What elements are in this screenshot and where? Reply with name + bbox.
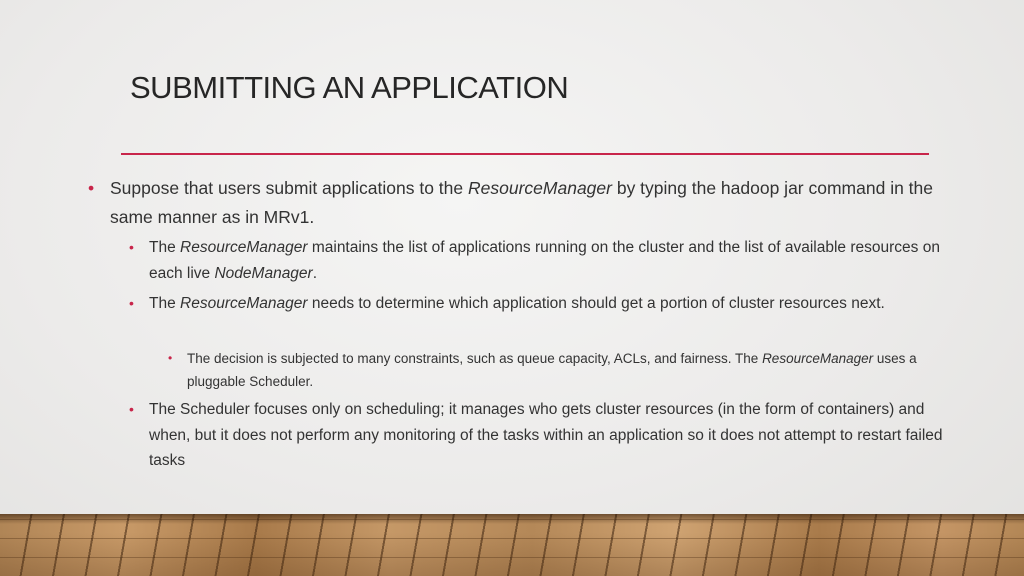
bullet-4-text-b: uses a pluggable Scheduler. [187,351,917,389]
bullet-3-rm: ResourceManager [180,295,308,312]
bullet-2-rm: ResourceManager [180,239,308,256]
bullet-5 [149,397,969,474]
bullet-4-rm: ResourceManager [762,351,874,366]
bullet-3 [149,291,969,317]
title-divider [121,153,929,155]
bullet-3-text-a: The [149,295,181,312]
bullet-2-text-b: maintains the list of applications running on the cluster and the list of available resources on each live [149,239,940,282]
bullet-2-nm: NodeManager [214,264,313,282]
bullet-2-text-a: The [149,239,181,256]
bullet-5-text: The Scheduler focuses only on scheduling; it manages who gets cluster resources (in the form of containers) and when, but it does not perform any monitoring of the tasks within an application so it does not attempt to restart failed tasks [149,401,943,469]
bullet-1-text-a: Suppose that users submit applications to the [110,178,468,198]
bullet-marker: • [168,351,173,365]
bullet-marker: • [88,178,95,198]
bullet-marker: • [129,295,134,311]
wood-floor-decoration [0,514,1024,576]
bullet-3-text-b: needs to determine which application should get a portion of cluster resources next. [307,295,885,312]
bullet-4-text-a: The decision is subjected to many constraints, such as queue capacity, ACLs, and fairness. The [187,351,763,366]
bullet-4 [187,347,977,393]
bullet-marker: • [129,401,134,417]
bullet-1-text-b: by typing the hadoop jar command in the same manner as in MRv1. [110,178,934,227]
floor-shade [0,514,1024,576]
bullet-1 [110,174,980,232]
bullet-2-text-c: . [312,264,318,282]
bullet-1-rm: ResourceManager [468,178,612,198]
bullet-2 [149,235,969,286]
bullet-marker: • [129,239,134,255]
slide-title: SUBMITTING AN APPLICATION [130,70,569,105]
